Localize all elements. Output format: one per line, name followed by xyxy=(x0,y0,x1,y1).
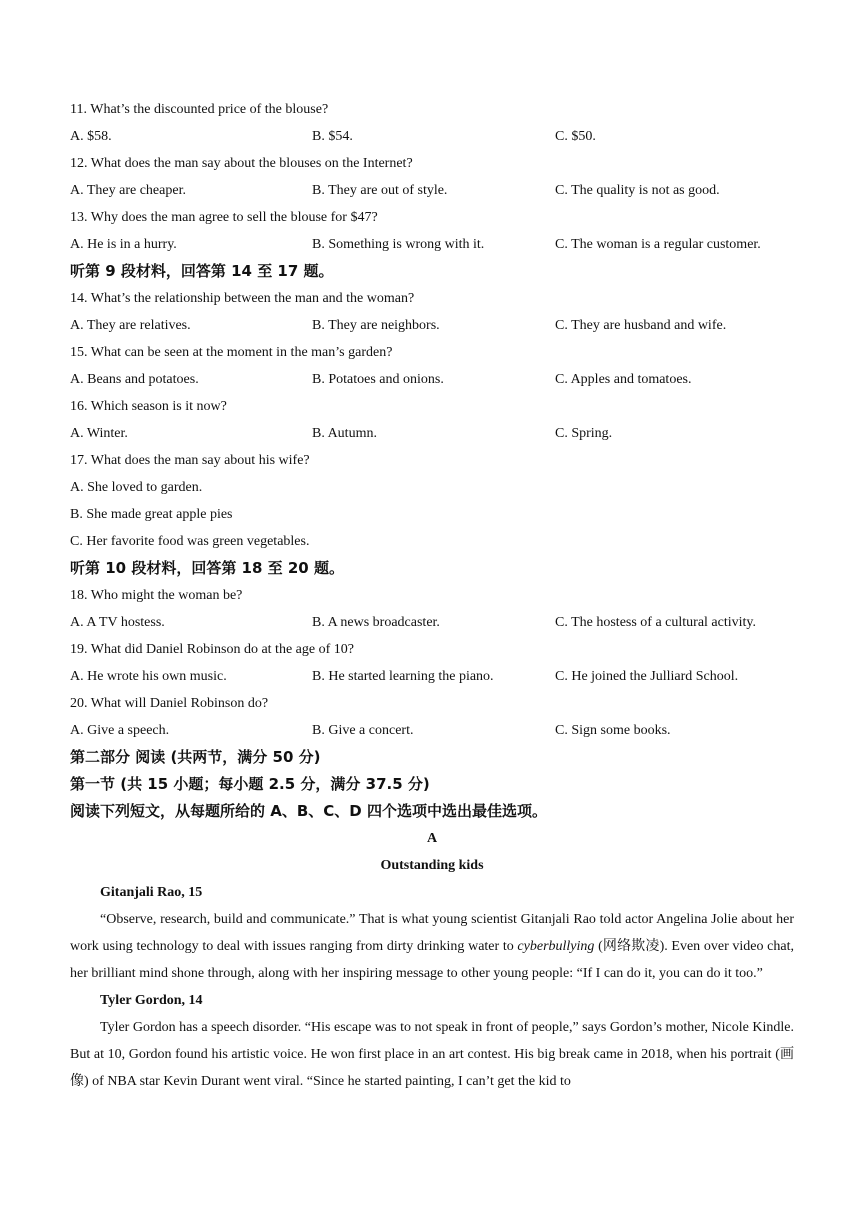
question-options xyxy=(70,609,794,636)
option-c: C. $50. xyxy=(555,129,596,144)
option-c: C. The woman is a regular customer. xyxy=(555,237,761,252)
reading-instructions: 阅读下列短文，从每题所给的 A、B、C、D 四个选项中选出最佳选项。 xyxy=(70,802,547,820)
question-options xyxy=(70,663,794,690)
option-c: C. The quality is not as good. xyxy=(555,183,720,198)
option-a: A. They are relatives. xyxy=(70,318,191,333)
option-a: A. Give a speech. xyxy=(70,723,170,738)
option-c: C. They are husband and wife. xyxy=(555,318,727,333)
exam-page xyxy=(70,96,794,1095)
question-stem: 11. What’s the discounted price of the blouse? xyxy=(70,102,329,117)
option-b: B. Potatoes and onions. xyxy=(312,372,444,387)
option-c: C. Apples and tomatoes. xyxy=(555,372,692,387)
question-options xyxy=(70,177,794,204)
option-c: C. He joined the Julliard School. xyxy=(555,669,739,684)
question-stem: 16. Which season is it now? xyxy=(70,399,227,414)
option-a: A. $58. xyxy=(70,129,112,144)
option-c: C. Her favorite food was green vegetables. xyxy=(70,534,310,549)
option-a: A. He wrote his own music. xyxy=(70,669,227,684)
option-c: C. Sign some books. xyxy=(555,723,671,738)
option-a: A. Beans and potatoes. xyxy=(70,372,199,387)
question-stem: 12. What does the man say about the blouses on the Internet? xyxy=(70,156,413,171)
option-a: A. They are cheaper. xyxy=(70,183,186,198)
option-b: B. $54. xyxy=(312,129,353,144)
question-options xyxy=(70,366,794,393)
kid-name: Gitanjali Rao, 15 xyxy=(100,885,203,900)
question-stem: 19. What did Daniel Robinson do at the age of 10? xyxy=(70,642,354,657)
option-c: C. The hostess of a cultural activity. xyxy=(555,615,757,630)
part-two-heading: 第二部分 阅读 (共两节，满分 50 分) xyxy=(70,748,321,766)
option-a: A. A TV hostess. xyxy=(70,615,165,630)
question-stem: 20. What will Daniel Robinson do? xyxy=(70,696,269,711)
question-options xyxy=(70,717,794,744)
option-c: C. Spring. xyxy=(555,426,613,441)
option-b: B. They are neighbors. xyxy=(312,318,440,333)
option-b: B. Something is wrong with it. xyxy=(312,237,485,252)
passage-letter: A xyxy=(426,831,438,846)
italic-term: cyberbullying xyxy=(517,939,595,954)
part-two-section-one-heading: 第一节 (共 15 小题；每小题 2.5 分，满分 37.5 分) xyxy=(70,775,430,793)
section-heading-10: 听第 10 段材料，回答第 18 至 20 题。 xyxy=(70,559,344,577)
section-heading-9: 听第 9 段材料，回答第 14 至 17 题。 xyxy=(70,262,334,280)
option-b: B. Give a concert. xyxy=(312,723,414,738)
question-stem: 13. Why does the man agree to sell the blouse for $47? xyxy=(70,210,378,225)
kid-name: Tyler Gordon, 14 xyxy=(100,993,203,1008)
question-stem: 17. What does the man say about his wife? xyxy=(70,453,310,468)
question-stem: 18. Who might the woman be? xyxy=(70,588,243,603)
question-stem: 14. What’s the relationship between the man and the woman? xyxy=(70,291,415,306)
option-a: A. Winter. xyxy=(70,426,128,441)
question-options xyxy=(70,312,794,339)
passage-title: Outstanding kids xyxy=(380,858,484,873)
option-b: B. A news broadcaster. xyxy=(312,615,440,630)
question-options xyxy=(70,123,794,150)
option-b: B. They are out of style. xyxy=(312,183,448,198)
option-b: B. He started learning the piano. xyxy=(312,669,494,684)
question-options xyxy=(70,420,794,447)
kid-paragraph: Tyler Gordon has a speech disorder. “His escape was to not speak in front of people,” says Gordon’s mother, Nicole Kindle. But at 10, Gordon found his artistic voice. He won first place in an art contest. His big break came in 2018, when his portrait (画像) of NBA star Kevin Durant went viral. “Since he started painting, I can’t get the kid to xyxy=(70,1020,794,1089)
question-stem: 15. What can be seen at the moment in the man’s garden? xyxy=(70,345,393,360)
option-a: A. She loved to garden. xyxy=(70,480,203,495)
question-options xyxy=(70,231,794,258)
kid-paragraph: “Observe, research, build and communicate.” That is what young scientist Gitanjali Rao told actor Angelina Jolie about her work using technology to deal with issues ranging from dirty drinking water to cyberbullying (网络欺凌). Even over video chat, her brilliant mind shone through, along with her inspiring message to other young people: “If I can do it, you can do it too.” xyxy=(70,912,794,981)
option-b: B. Autumn. xyxy=(312,426,377,441)
option-a: A. He is in a hurry. xyxy=(70,237,177,252)
option-b: B. She made great apple pies xyxy=(70,507,233,522)
